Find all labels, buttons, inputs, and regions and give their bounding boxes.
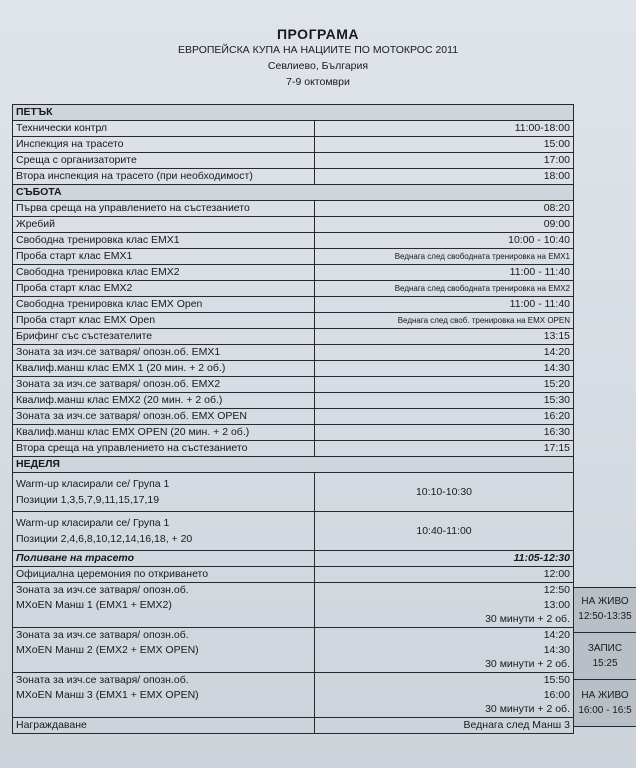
event-time: 11:00 - 11:40 xyxy=(315,297,574,313)
event-time: 08:20 xyxy=(315,201,574,217)
event-time: 10:40-11:00 xyxy=(315,512,574,551)
program-subtitle: ЕВРОПЕЙСКА КУПА НА НАЦИИТЕ ПО МОТОКРОС 2011 xyxy=(177,44,459,56)
event-name: Зоната за изч.се затваря/ опозн.об. EMX1 xyxy=(13,345,315,361)
race-zone-line: Зоната за изч.се затваря/ опозн.об. xyxy=(16,629,189,641)
broadcast-note-1 xyxy=(574,587,636,633)
event-time: 16:30 xyxy=(315,425,574,441)
event-name: Официална церемония по откриването xyxy=(13,567,315,583)
table-row xyxy=(13,377,574,393)
event-time: 15:20 xyxy=(315,377,574,393)
table-row xyxy=(13,297,574,313)
event-time: Веднага след Манш 3 xyxy=(315,718,574,734)
table-row xyxy=(13,512,574,551)
table-row xyxy=(13,551,574,567)
section-row xyxy=(13,105,574,121)
event-time: 17:15 xyxy=(315,441,574,457)
event-time: Веднага след свободната тренировка на EMX1 xyxy=(315,249,574,265)
section-row xyxy=(13,185,574,201)
section-row xyxy=(13,457,574,473)
event-time: Веднага след свободната тренировка на EMX2 xyxy=(315,281,574,297)
zone-close-time: 14:20 xyxy=(543,629,570,642)
event-time: 15:00 xyxy=(315,137,574,153)
table-row xyxy=(13,201,574,217)
race-zone-line: Зоната за изч.се затваря/ опозн.об. xyxy=(16,674,189,686)
zone-close-time: 15:50 xyxy=(543,674,570,687)
event-name: Поливане на трасето xyxy=(13,551,315,567)
event-time: 14:20 xyxy=(315,345,574,361)
race-name: MXoEN Манш 1 (EMX1 + EMX2) xyxy=(16,599,172,611)
event-name: Първа среща на управлението на състезанието xyxy=(13,201,315,217)
event-time: 12:00 xyxy=(315,567,574,583)
event-time: 11:00 - 11:40 xyxy=(315,265,574,281)
table-row xyxy=(13,628,574,673)
event-name: Свободна тренировка клас EMX2 xyxy=(13,265,315,281)
event-time: 13:15 xyxy=(315,329,574,345)
broadcast-status: НА ЖИВО xyxy=(581,596,629,607)
warmup-cell xyxy=(13,512,315,551)
race-cell xyxy=(13,583,315,628)
event-time: 11:00-18:00 xyxy=(315,121,574,137)
day-header: СЪБОТА xyxy=(13,185,574,201)
table-row xyxy=(13,567,574,583)
program-title: ПРОГРАМА xyxy=(276,26,360,42)
event-name: Втора инспекция на трасето (при необходимост) xyxy=(13,169,315,185)
event-time: 10:00 - 10:40 xyxy=(315,233,574,249)
event-time: 09:00 xyxy=(315,217,574,233)
event-name: Инспекция на трасето xyxy=(13,137,315,153)
broadcast-status: ЗАПИС xyxy=(587,643,623,654)
schedule-table xyxy=(12,104,574,734)
zone-close-time: 12:50 xyxy=(543,584,570,597)
warmup-title: Warm-up класирали се/ Група 1 xyxy=(16,517,170,529)
day-header: НЕДЕЛЯ xyxy=(13,457,574,473)
event-time: 10:10-10:30 xyxy=(315,473,574,512)
event-name: Свободна тренировка клас EMX Open xyxy=(13,297,315,313)
event-name: Технически контрл xyxy=(13,121,315,137)
event-time: 16:20 xyxy=(315,409,574,425)
table-row xyxy=(13,361,574,377)
event-time: 18:00 xyxy=(315,169,574,185)
table-row xyxy=(13,425,574,441)
table-row xyxy=(13,673,574,718)
warmup-cell xyxy=(13,473,315,512)
warmup-positions: Позиции 1,3,5,7,9,11,15,17,19 xyxy=(16,494,160,506)
table-row xyxy=(13,718,574,734)
event-name: Зоната за изч.се затваря/ опозн.об. EMX OPEN xyxy=(13,409,315,425)
event-name: Квалиф.манш клас EMX OPEN (20 мин. + 2 об.) xyxy=(13,425,315,441)
warmup-positions: Позиции 2,4,6,8,10,12,14,16,18, + 20 xyxy=(16,533,193,545)
broadcast-time: 15:25 xyxy=(592,658,618,669)
race-start-time: 16:00 xyxy=(543,688,570,701)
event-name: Среща с организаторите xyxy=(13,153,315,169)
event-name: Проба старт клас EMX2 xyxy=(13,281,315,297)
program-location: Севлиево, България xyxy=(267,60,369,72)
event-name: Награждаване xyxy=(13,718,315,734)
table-row xyxy=(13,233,574,249)
event-name: Жребий xyxy=(13,217,315,233)
event-time: 15:30 xyxy=(315,393,574,409)
table-row xyxy=(13,137,574,153)
table-row xyxy=(13,345,574,361)
event-time: 14:30 xyxy=(315,361,574,377)
event-name: Проба старт клас EMX1 xyxy=(13,249,315,265)
table-row xyxy=(13,409,574,425)
event-name: Проба старт клас EMX Open xyxy=(13,313,315,329)
program-dates: 7-9 октомври xyxy=(286,76,350,88)
race-times xyxy=(315,583,574,628)
event-name: Квалиф.манш клас EMX2 (20 мин. + 2 об.) xyxy=(13,393,315,409)
table-row xyxy=(13,329,574,345)
race-times xyxy=(315,628,574,673)
race-start-time: 13:00 xyxy=(543,598,570,611)
race-name: MXoEN Манш 2 (EMX2 + EMX OPEN) xyxy=(16,644,199,656)
race-duration: 30 минути + 2 об. xyxy=(485,658,570,671)
race-cell xyxy=(13,628,315,673)
race-cell xyxy=(13,673,315,718)
race-duration: 30 минути + 2 об. xyxy=(485,613,570,626)
table-row xyxy=(13,153,574,169)
event-time: 17:00 xyxy=(315,153,574,169)
race-times xyxy=(315,673,574,718)
event-time: 11:05-12:30 xyxy=(315,551,574,567)
event-name: Зоната за изч.се затваря/ опозн.об. EMX2 xyxy=(13,377,315,393)
event-name: Квалиф.манш клас EMX 1 (20 мин. + 2 об.) xyxy=(13,361,315,377)
event-name: Втора среща на управлението на състезанието xyxy=(13,441,315,457)
broadcast-status: НА ЖИВО xyxy=(581,690,629,701)
broadcast-note-3 xyxy=(574,679,636,727)
table-row xyxy=(13,473,574,512)
table-row xyxy=(13,393,574,409)
table-row xyxy=(13,281,574,297)
table-row xyxy=(13,217,574,233)
day-header: ПЕТЪК xyxy=(13,105,574,121)
broadcast-time: 16:00 - 16:5 xyxy=(578,705,632,716)
race-start-time: 14:30 xyxy=(543,643,570,656)
table-row xyxy=(13,169,574,185)
event-name: Брифинг със състезателите xyxy=(13,329,315,345)
warmup-title: Warm-up класирали се/ Група 1 xyxy=(16,478,170,490)
table-row xyxy=(13,249,574,265)
broadcast-time: 12:50-13:35 xyxy=(578,611,632,622)
race-zone-line: Зоната за изч.се затваря/ опозн.об. xyxy=(16,584,189,596)
event-name: Свободна тренировка клас EMX1 xyxy=(13,233,315,249)
event-time: Веднага след своб. тренировка на EMX OPEN xyxy=(315,313,574,329)
table-row xyxy=(13,265,574,281)
table-row xyxy=(13,121,574,137)
table-row xyxy=(13,313,574,329)
broadcast-note-2 xyxy=(574,632,636,680)
race-name: MXoEN Манш 3 (EMX1 + EMX OPEN) xyxy=(16,689,199,701)
table-row xyxy=(13,441,574,457)
race-duration: 30 минути + 2 об. xyxy=(485,703,570,716)
table-row xyxy=(13,583,574,628)
